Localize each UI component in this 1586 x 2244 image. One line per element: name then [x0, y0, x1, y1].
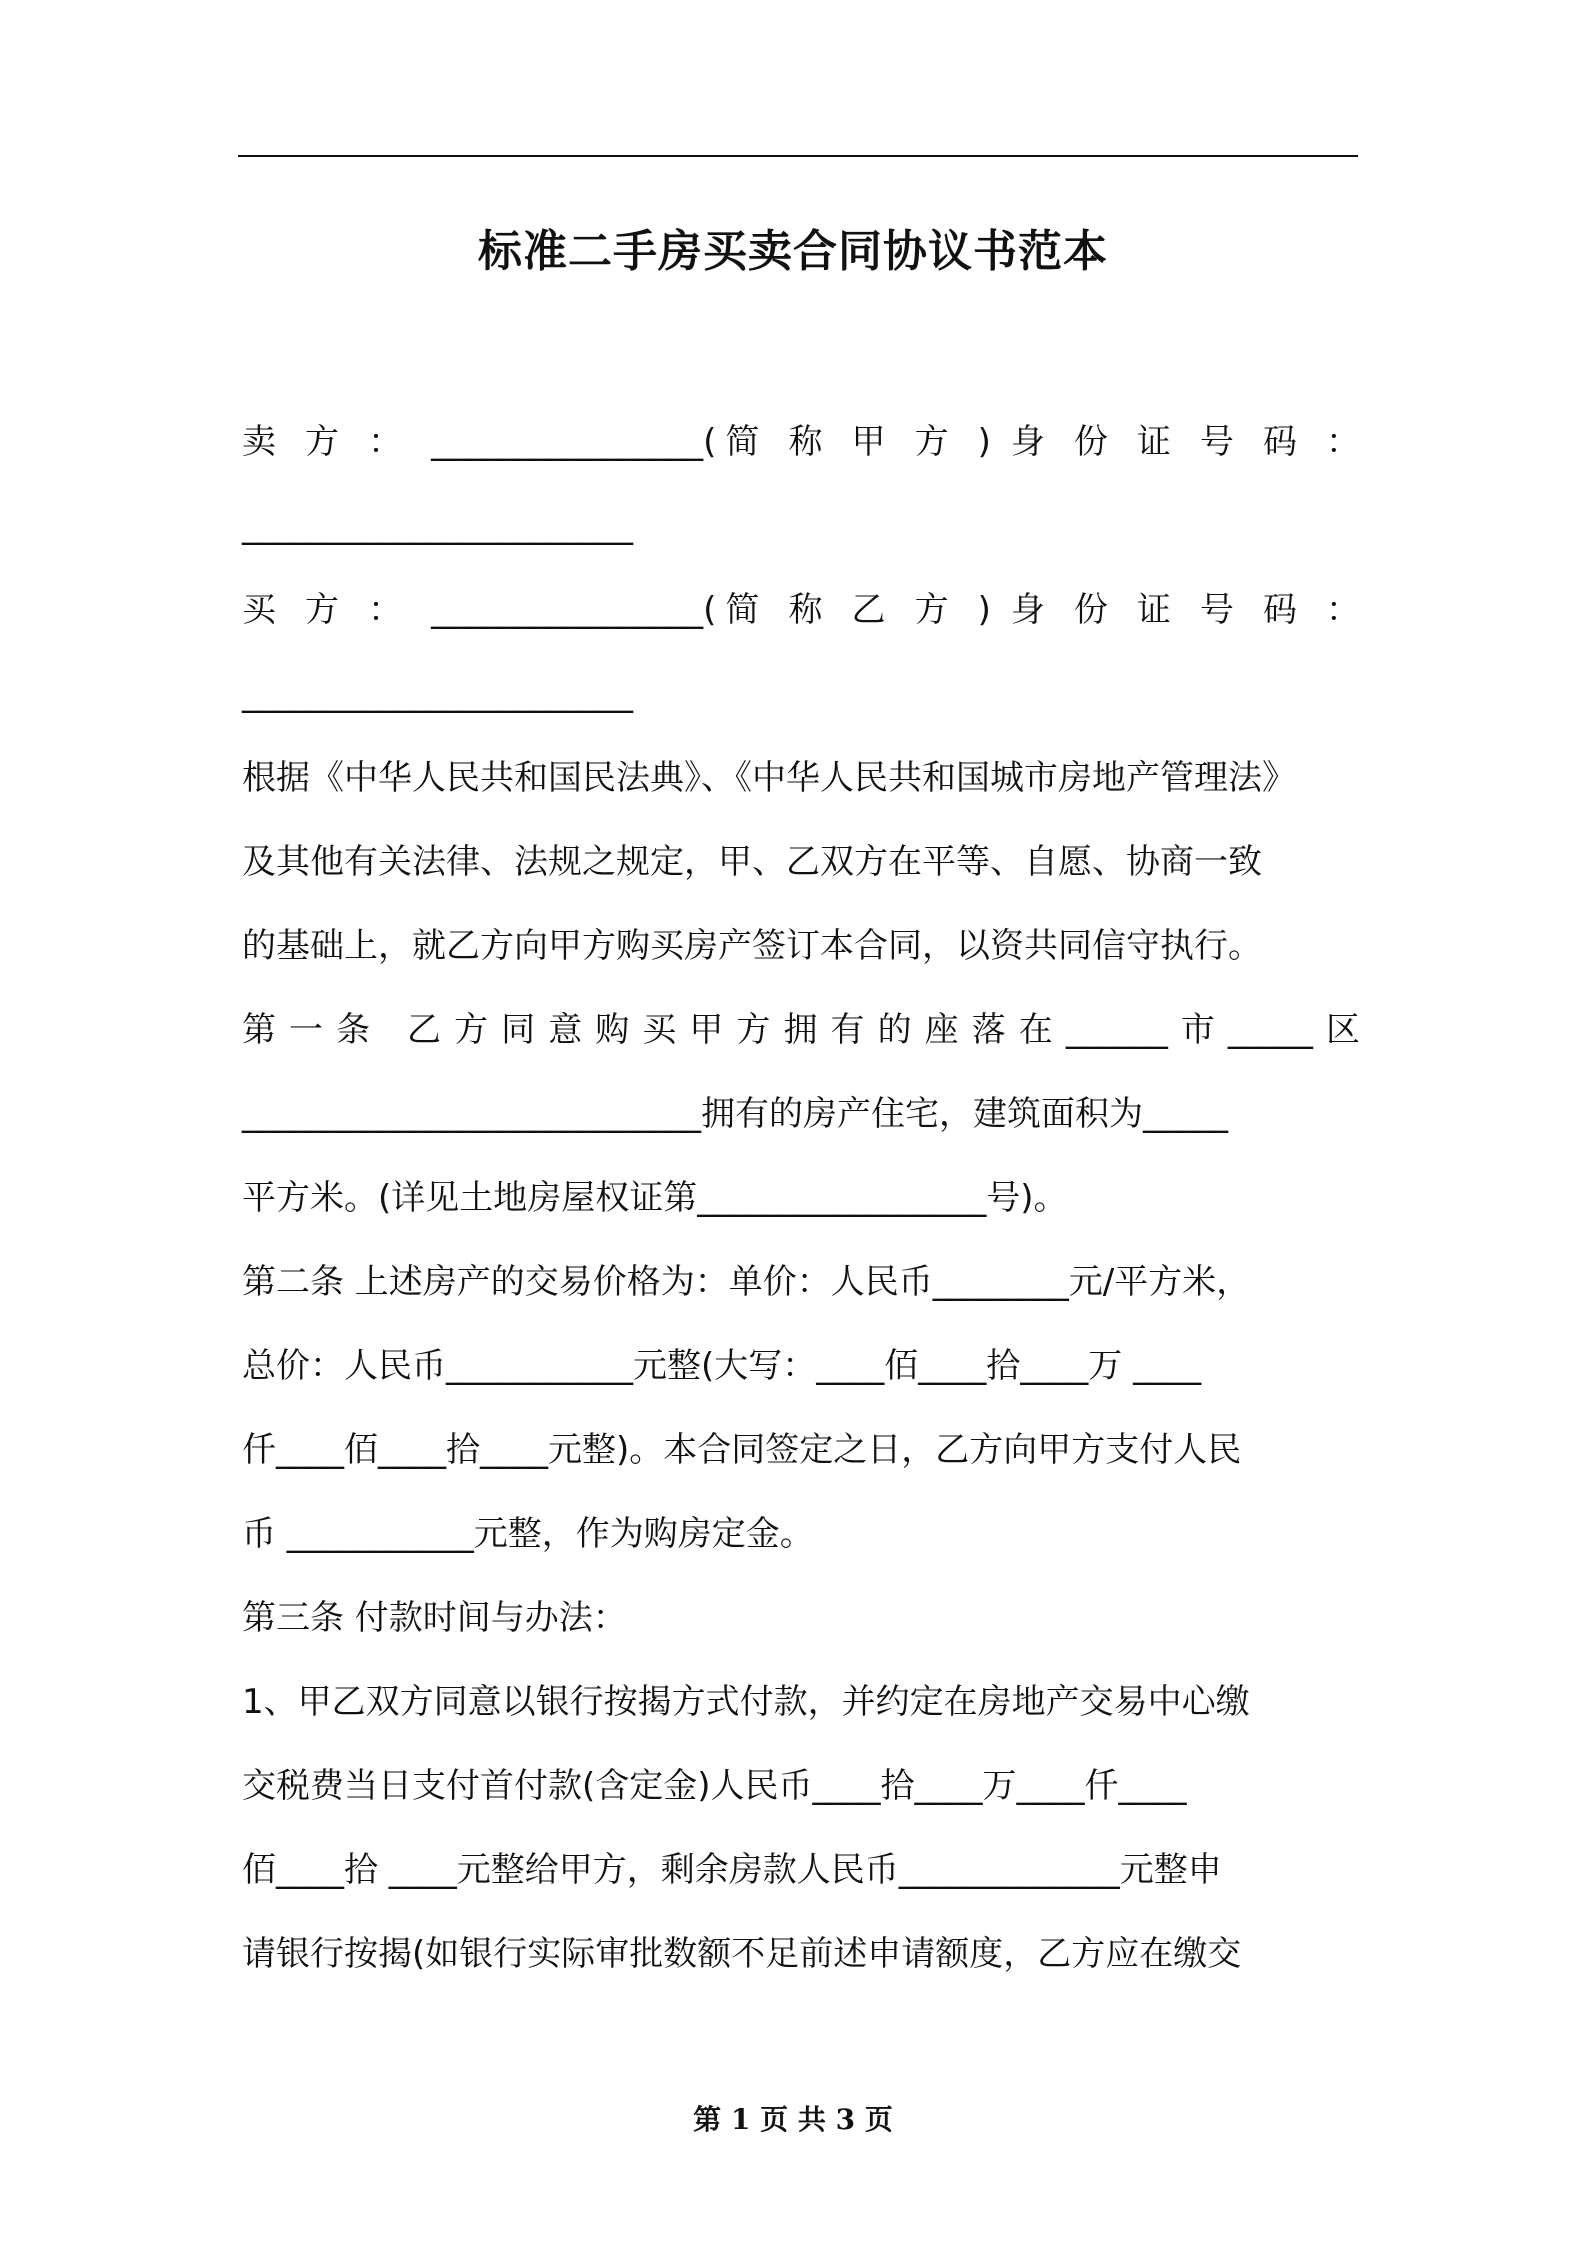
article-2-line-3: 仟____佰____拾____元整)。本合同签定之日，乙方向甲方支付人民	[242, 1430, 1242, 1470]
article-2-line-2: 总价：人民币___________元整(大写：____佰____拾____万 ____	[242, 1346, 1202, 1386]
article-2-line-4: 币 ___________元整，作为购房定金。	[242, 1514, 814, 1554]
preamble-line-2: 及其他有关法律、法规之规定，甲、乙双方在平等、自愿、协商一致	[242, 842, 1262, 882]
article-3-item-1-line-1: 1、甲乙双方同意以银行按揭方式付款，并约定在房地产交易中心缴	[242, 1682, 1250, 1722]
article-3-item-1-line-2: 交税费当日支付首付款(含定金)人民币____拾____万____仟____	[242, 1766, 1187, 1806]
header-rule	[238, 155, 1358, 157]
buyer-line: 买 方 ： ________________(简 称 乙 方 ) 身 份 证 号 码 ：	[242, 590, 1360, 630]
article-1-line-3: 平方米。(详见土地房屋权证第_________________号)。	[242, 1178, 1068, 1218]
article-2-line-1: 第二条 上述房产的交易价格为：单价：人民币________元/平方米，	[242, 1262, 1251, 1302]
article-1-line-1: 第一条 乙方同意购买甲方拥有的座落在______市_____区	[242, 1010, 1360, 1050]
page-number: 第 1 页 共 3 页	[693, 2103, 893, 2136]
buyer-id-blank: _______________________	[242, 674, 633, 714]
document-title: 标准二手房买卖合同协议书范本	[478, 226, 1108, 277]
seller-line: 卖 方 ： ________________(简 称 甲 方 ) 身 份 证 号 码 ：	[242, 422, 1360, 462]
preamble-line-3: 的基础上，就乙方向甲方购买房产签订本合同，以资共同信守执行。	[242, 926, 1262, 966]
preamble-line-1: 根据《中华人民共和国民法典》、《中华人民共和国城市房地产管理法》	[242, 758, 1296, 798]
article-3-heading: 第三条 付款时间与办法：	[242, 1598, 627, 1638]
article-3-item-1-line-3: 佰____拾 ____元整给甲方，剩余房款人民币_____________元整申	[242, 1850, 1222, 1890]
article-3-item-1-line-4: 请银行按揭(如银行实际审批数额不足前述申请额度，乙方应在缴交	[242, 1934, 1242, 1974]
article-1-line-2: ___________________________拥有的房产住宅，建筑面积为_____	[242, 1094, 1228, 1134]
contract-body	[242, 400, 1360, 1996]
seller-id-blank: _______________________	[242, 506, 633, 546]
